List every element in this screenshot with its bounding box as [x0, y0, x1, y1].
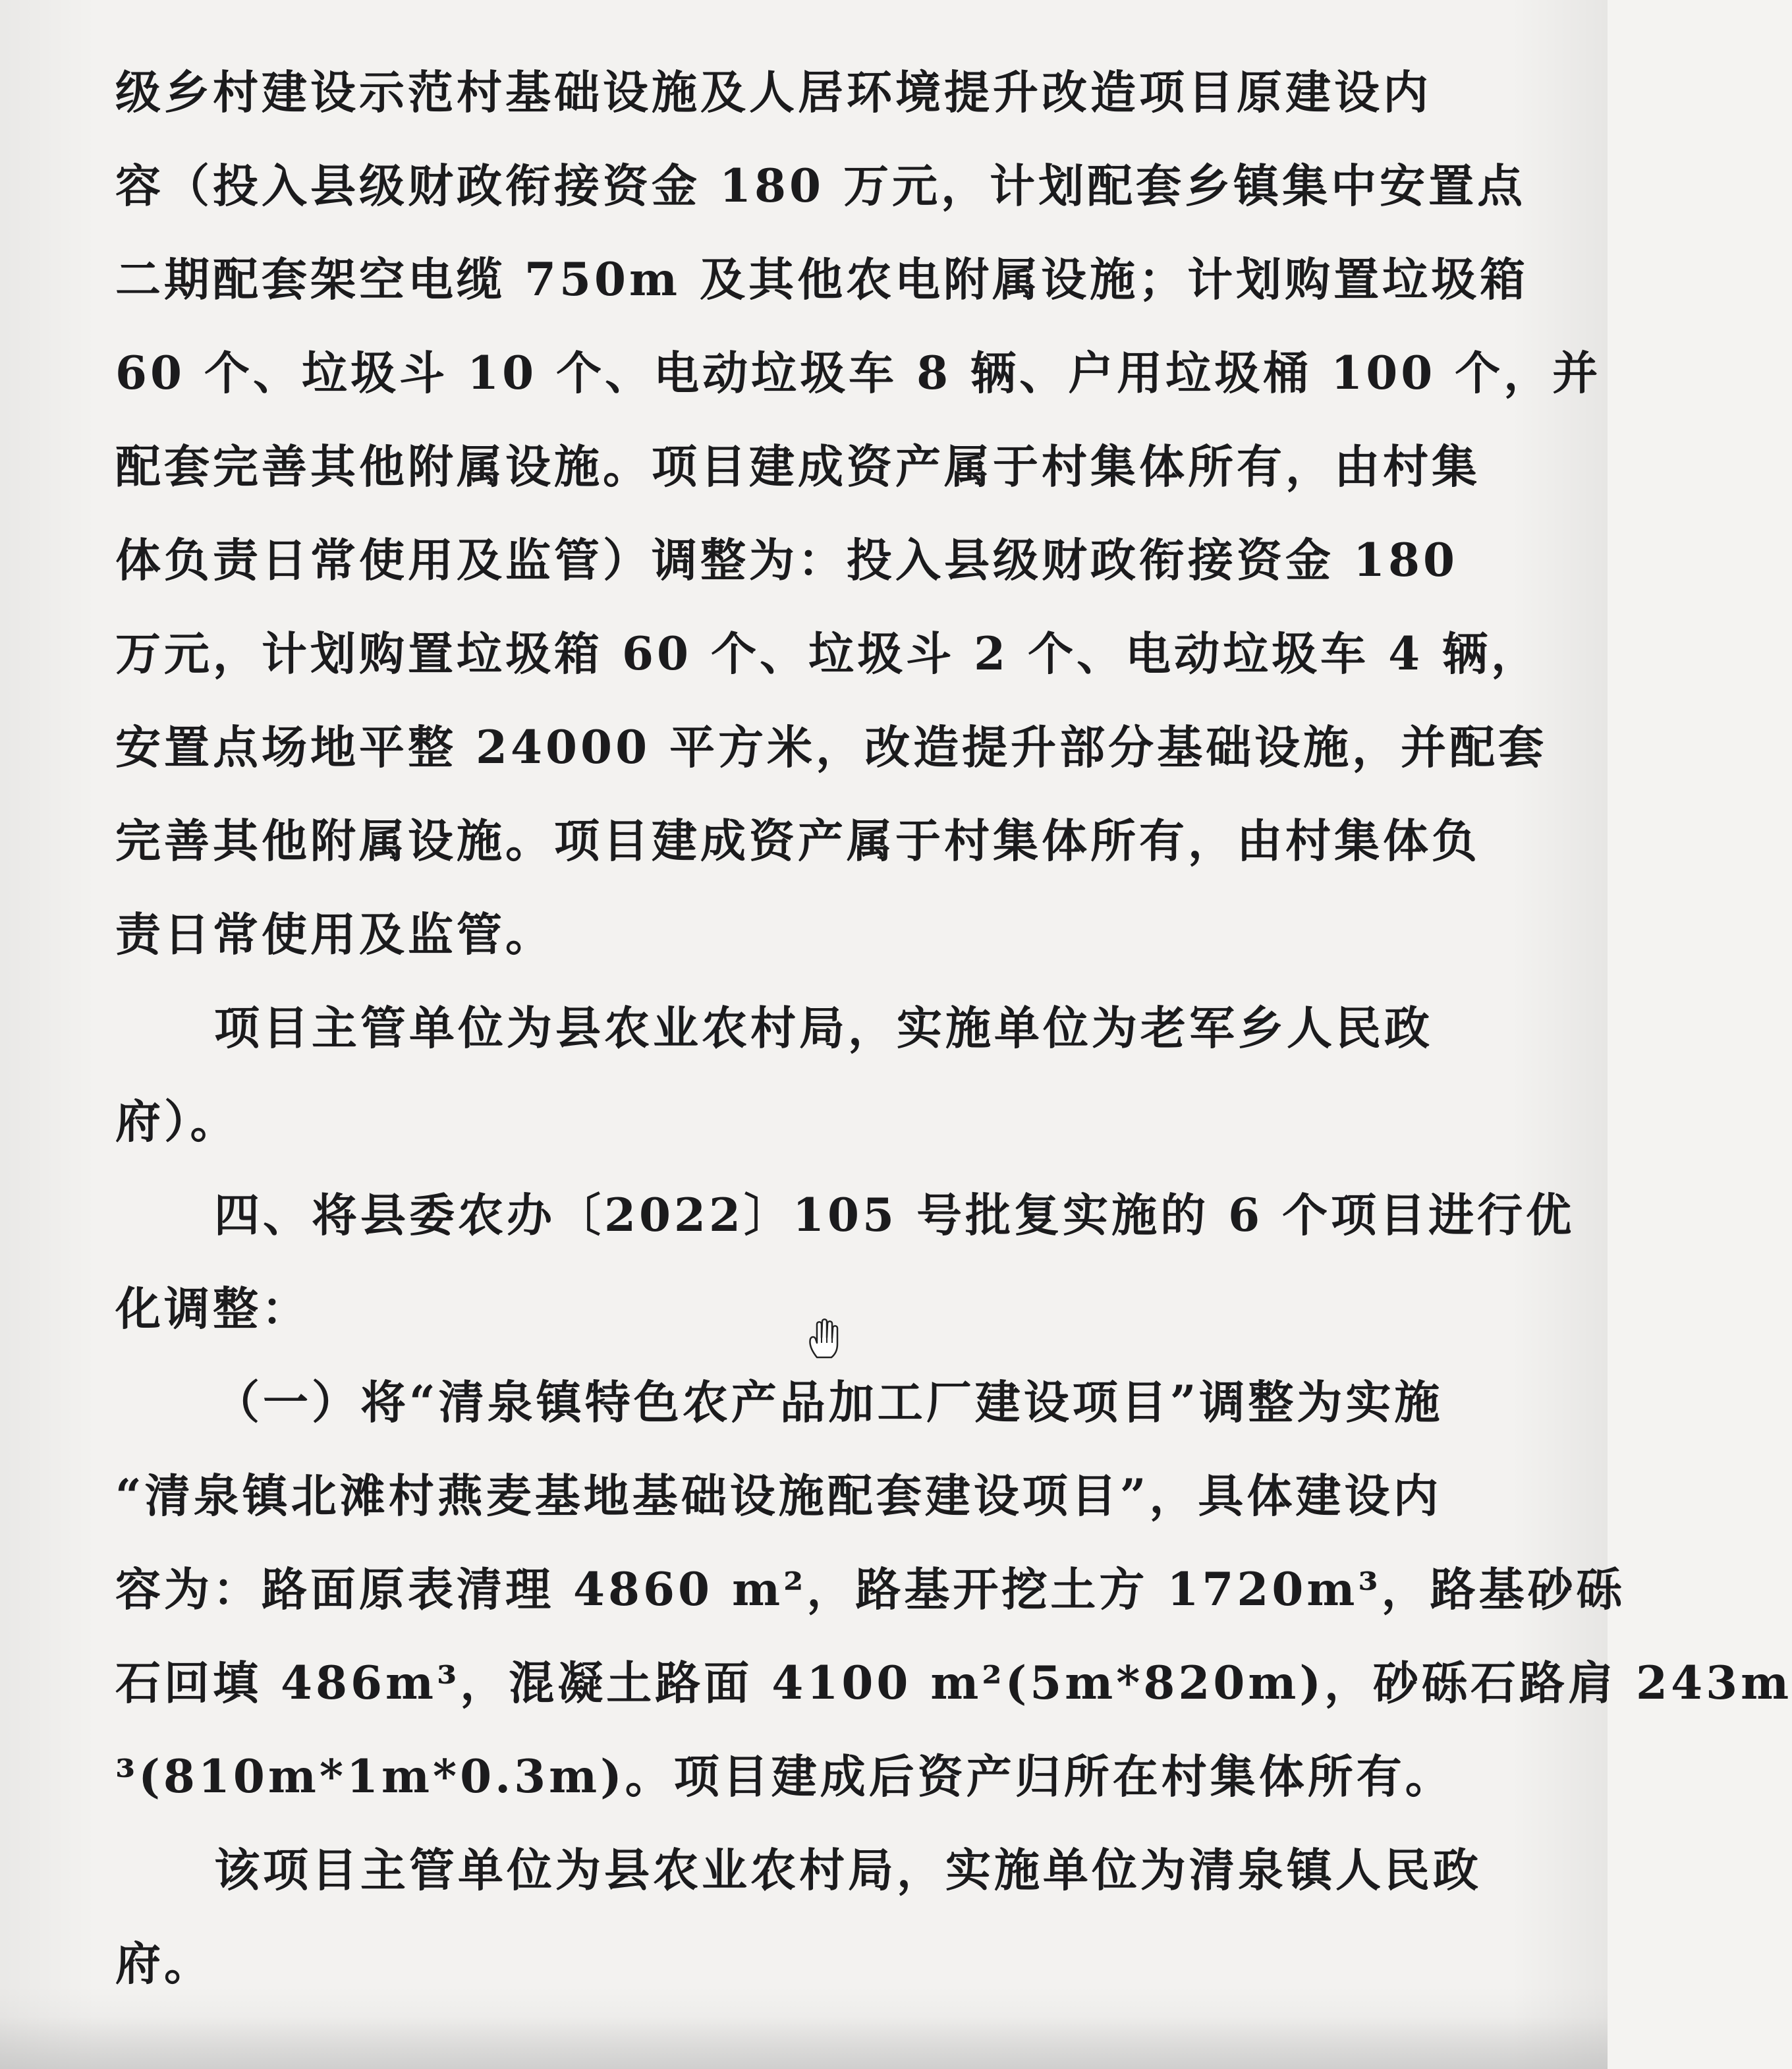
text-line: 60 个、垃圾斗 10 个、电动垃圾车 8 辆、户用垃圾桶 100 个，并	[115, 347, 1602, 400]
text-line: 容为：路面原表清理 4860 m²，路基开挖土方 1720m³，路基砂砾	[115, 1563, 1625, 1616]
text-line: 该项目主管单位为县农业农村局，实施单位为清泉镇人民政	[214, 1844, 1482, 1897]
text-line: 万元，计划购置垃圾箱 60 个、垃圾斗 2 个、电动垃圾车 4 辆，	[115, 627, 1540, 681]
text-line: 体负责日常使用及监管）调整为：投入县级财政衔接资金 180	[115, 534, 1459, 587]
text-line: 化调整：	[115, 1282, 310, 1336]
text-line: 配套完善其他附属设施。项目建成资产属于村集体所有，由村集	[115, 440, 1480, 494]
text-line: 项目主管单位为县农业农村局，实施单位为老军乡人民政	[214, 1002, 1433, 1055]
text-line: 安置点场地平整 24000 平方米，改造提升部分基础设施，并配套	[115, 721, 1548, 774]
hand-cursor-icon	[805, 1317, 845, 1363]
text-line: 完善其他附属设施。项目建成资产属于村集体所有，由村集体负	[115, 814, 1480, 868]
text-line: 二期配套架空电缆 750m 及其他农电附属设施；计划购置垃圾箱	[115, 253, 1529, 306]
text-line: 容（投入县级财政衔接资金 180 万元，计划配套乡镇集中安置点	[115, 159, 1526, 213]
text-line: 四、将县委农办〔2022〕105 号批复实施的 6 个项目进行优	[214, 1189, 1575, 1242]
text-line: 级乡村建设示范村基础设施及人居环境提升改造项目原建设内	[115, 66, 1432, 119]
page-edge-shadow	[0, 2016, 1608, 2069]
text-line: （一）将“清泉镇特色农产品加工厂建设项目”调整为实施	[214, 1376, 1443, 1429]
text-line: “清泉镇北滩村燕麦基地基础设施配套建设项目”，具体建设内	[115, 1469, 1442, 1523]
text-line: 府。	[115, 1937, 213, 1991]
text-line: 府）。	[115, 1095, 239, 1148]
text-line: ³(810m*1m*0.3m)。项目建成后资产归所在村集体所有。	[115, 1750, 1454, 1803]
text-line: 责日常使用及监管。	[115, 908, 554, 961]
document-body	[115, 46, 1792, 2011]
text-line: 石回填 486m³，混凝土路面 4100 m²(5m*820m)，砂砾石路肩 243m	[115, 1657, 1792, 1710]
